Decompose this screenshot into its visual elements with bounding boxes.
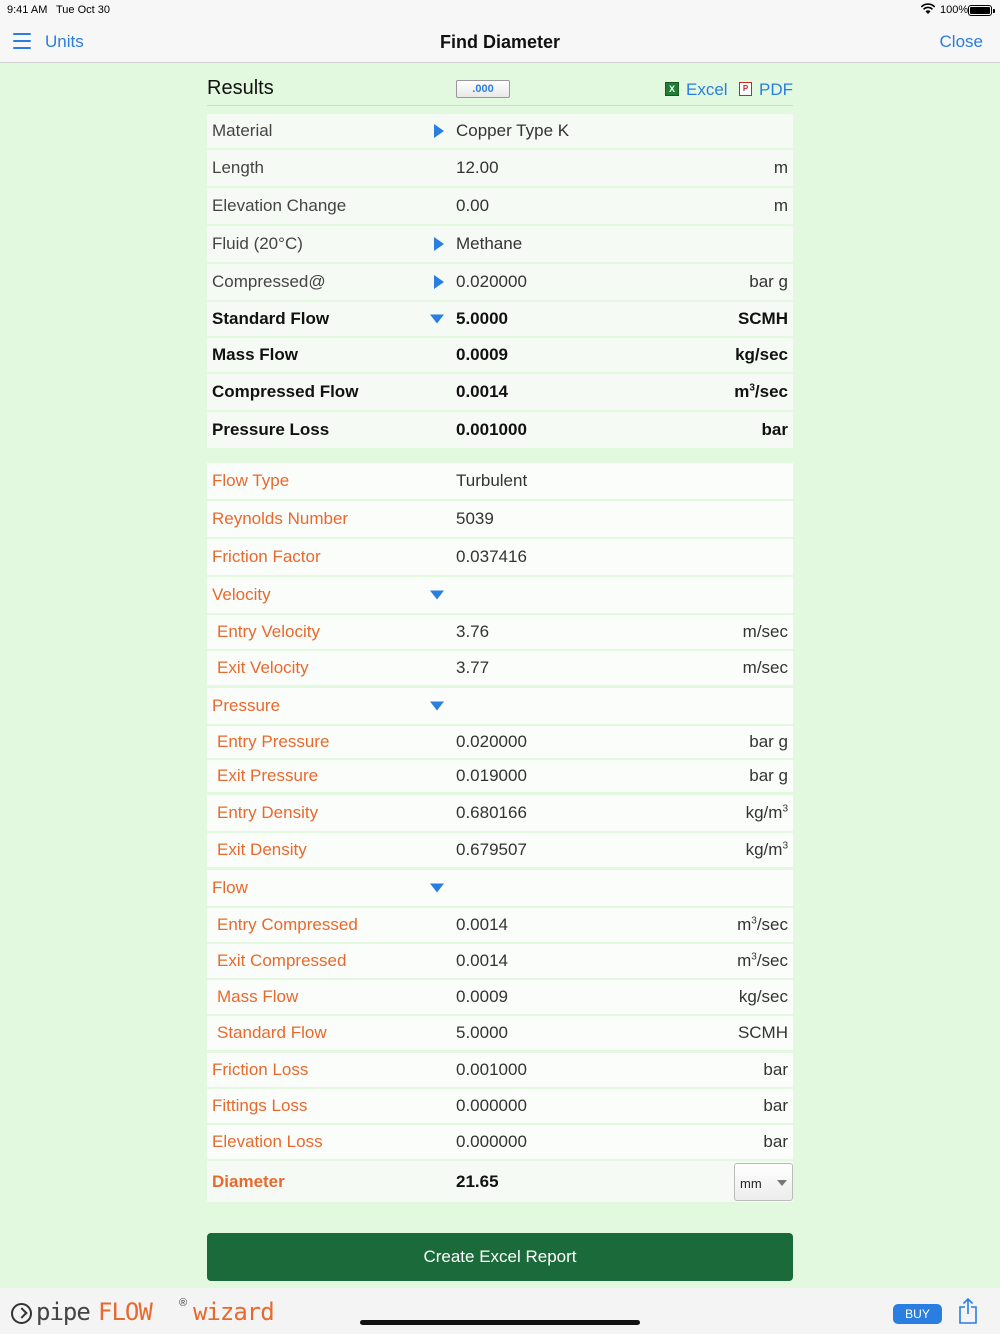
pdf-export-link[interactable]: PDF xyxy=(759,80,793,99)
entry-pressure-row xyxy=(207,726,793,760)
fittings-loss-value: 0.000000 xyxy=(456,1096,527,1115)
entry-compressed-unit xyxy=(737,915,788,935)
result-standard-flow-value: 5.0000 xyxy=(456,1023,508,1042)
disclosure-arrow-icon[interactable] xyxy=(434,237,444,251)
length-row[interactable] xyxy=(207,150,793,188)
excel-export-link[interactable]: Excel xyxy=(686,80,728,99)
friction-factor-label: Friction Factor xyxy=(212,547,321,566)
friction-loss-label: Friction Loss xyxy=(212,1060,309,1079)
status-time: 9:41 AM xyxy=(7,4,48,16)
footer-bar xyxy=(0,1288,1000,1334)
result-mass-flow-unit: kg/sec xyxy=(738,987,788,1006)
compressed-at-label: Compressed@ xyxy=(212,272,326,291)
status-date: Tue Oct 30 xyxy=(56,4,111,16)
result-standard-flow-label: Standard Flow xyxy=(217,1023,327,1042)
exit-pressure-row xyxy=(207,760,793,794)
elevation-loss-value: 0.000000 xyxy=(456,1132,527,1151)
battery-percent: 100% xyxy=(940,4,969,16)
exit-compressed-row xyxy=(207,944,793,980)
unit-suffix: /sec xyxy=(756,915,788,934)
fluid-label: Fluid (20°C) xyxy=(212,234,303,253)
diameter-label: Diameter xyxy=(212,1171,285,1191)
fluid-row[interactable] xyxy=(207,226,793,264)
share-icon[interactable] xyxy=(959,1298,977,1324)
exit-density-unit xyxy=(746,840,788,860)
results-title: Results xyxy=(207,77,274,99)
wifi-icon xyxy=(920,3,936,15)
entry-compressed-row xyxy=(207,908,793,944)
length-label: Length xyxy=(212,158,264,177)
unit-superscript: 3 xyxy=(782,840,788,852)
mass-flow-row[interactable] xyxy=(207,338,793,374)
result-mass-flow-value: 0.0009 xyxy=(456,987,508,1006)
compressed-at-unit: bar g xyxy=(749,272,788,291)
velocity-section-row[interactable] xyxy=(207,577,793,615)
flow-type-label: Flow Type xyxy=(212,471,290,490)
reynolds-number-row xyxy=(207,501,793,539)
exit-pressure-value: 0.019000 xyxy=(456,766,527,785)
logo-flow-text: FLOW xyxy=(98,1298,152,1326)
buy-button[interactable]: BUY xyxy=(893,1304,942,1324)
elevation-change-unit: m xyxy=(773,196,788,215)
result-mass-flow-label: Mass Flow xyxy=(217,987,299,1006)
mass-flow-unit: kg/sec xyxy=(735,345,788,364)
exit-density-row xyxy=(207,833,793,869)
unit-base: m xyxy=(737,951,752,970)
elevation-change-row[interactable] xyxy=(207,188,793,226)
compressed-at-value[interactable]: 0.020000 xyxy=(456,272,527,291)
excel-icon[interactable]: X xyxy=(665,82,679,96)
exit-pressure-label: Exit Pressure xyxy=(217,766,319,785)
entry-pressure-label: Entry Pressure xyxy=(217,732,330,751)
elevation-change-label: Elevation Change xyxy=(212,196,347,215)
unit-base: m xyxy=(734,382,750,401)
length-value[interactable]: 12.00 xyxy=(456,158,499,177)
flow-section-row[interactable] xyxy=(207,870,793,908)
close-button[interactable]: Close xyxy=(939,32,983,51)
entry-density-row xyxy=(207,795,793,833)
units-button[interactable]: Units xyxy=(45,32,84,51)
disclosure-arrow-icon[interactable] xyxy=(434,124,444,138)
material-value: Copper Type K xyxy=(456,121,570,140)
pressure-loss-unit: bar xyxy=(761,420,788,439)
entry-density-label: Entry Density xyxy=(217,803,319,822)
unit-superscript: 3 xyxy=(751,951,757,963)
exit-compressed-unit xyxy=(737,951,788,971)
logo-wizard-text: wizard xyxy=(193,1298,274,1326)
compressed-at-row[interactable] xyxy=(207,264,793,302)
result-standard-flow-unit: SCMH xyxy=(737,1023,788,1042)
mass-flow-value[interactable]: 0.0009 xyxy=(456,345,508,364)
pdf-icon[interactable]: P xyxy=(739,82,752,96)
diameter-unit-value: mm xyxy=(740,1176,762,1191)
unit-base: m xyxy=(737,915,752,934)
expand-arrow-icon[interactable] xyxy=(430,884,444,893)
standard-flow-value[interactable]: 5.0000 xyxy=(456,309,508,328)
elevation-loss-unit: bar xyxy=(763,1132,788,1151)
exit-compressed-label: Exit Compressed xyxy=(217,951,347,970)
compressed-flow-value[interactable]: 0.0014 xyxy=(456,382,508,401)
logo-circle-icon xyxy=(11,1303,32,1324)
diameter-value: 21.65 xyxy=(456,1171,499,1191)
pressure-section-label: Pressure xyxy=(212,696,281,715)
compressed-flow-row[interactable] xyxy=(207,374,793,412)
standard-flow-unit: SCMH xyxy=(737,309,788,328)
exit-velocity-value: 3.77 xyxy=(456,658,490,677)
decimals-button[interactable]: .000 xyxy=(456,80,510,98)
flow-type-row xyxy=(207,463,793,501)
entry-velocity-row xyxy=(207,615,793,651)
length-unit: m xyxy=(773,158,788,177)
home-indicator[interactable] xyxy=(360,1320,640,1325)
navigation-bar xyxy=(0,20,1000,63)
elevation-loss-row xyxy=(207,1125,793,1161)
expand-arrow-icon[interactable] xyxy=(430,315,444,324)
entry-velocity-value: 3.76 xyxy=(456,622,490,641)
battery-icon xyxy=(968,5,992,16)
exit-pressure-unit: bar g xyxy=(749,766,788,785)
elevation-change-value[interactable]: 0.00 xyxy=(456,196,490,215)
exit-compressed-value: 0.0014 xyxy=(456,951,508,970)
unit-superscript: 3 xyxy=(749,382,755,394)
result-standard-flow-row xyxy=(207,1016,793,1052)
compressed-flow-unit xyxy=(734,382,788,402)
entry-density-value: 0.680166 xyxy=(456,803,527,822)
velocity-section-label: Velocity xyxy=(212,585,271,604)
exit-velocity-unit: m/sec xyxy=(742,658,788,677)
friction-factor-row xyxy=(207,539,793,577)
entry-pressure-unit: bar g xyxy=(749,732,788,751)
unit-suffix: /sec xyxy=(754,382,788,401)
entry-pressure-value: 0.020000 xyxy=(456,732,527,751)
reynolds-number-value: 5039 xyxy=(456,509,494,528)
menu-icon[interactable] xyxy=(13,33,31,49)
unit-suffix: /sec xyxy=(756,951,788,970)
diameter-unit-select[interactable] xyxy=(734,1163,793,1201)
elevation-loss-label: Elevation Loss xyxy=(212,1132,323,1151)
logo-pipe-text: pipe xyxy=(36,1298,90,1326)
unit-superscript: 3 xyxy=(751,915,757,927)
result-mass-flow-row xyxy=(207,980,793,1016)
unit-superscript: 3 xyxy=(782,803,788,815)
create-excel-report-button[interactable]: Create Excel Report xyxy=(207,1233,793,1281)
diameter-row xyxy=(207,1161,793,1204)
flow-type-value: Turbulent xyxy=(456,471,528,490)
page-title: Find Diameter xyxy=(439,32,561,52)
pressure-section-row[interactable] xyxy=(207,688,793,726)
fittings-loss-row xyxy=(207,1089,793,1125)
fittings-loss-unit: bar xyxy=(763,1096,788,1115)
entry-compressed-value: 0.0014 xyxy=(456,915,508,934)
entry-density-unit xyxy=(746,803,788,823)
friction-loss-value: 0.001000 xyxy=(456,1060,527,1079)
friction-loss-unit: bar xyxy=(763,1060,788,1079)
exit-density-label: Exit Density xyxy=(217,840,307,859)
friction-loss-row xyxy=(207,1053,793,1089)
entry-velocity-unit: m/sec xyxy=(742,622,788,641)
material-label: Material xyxy=(212,121,273,140)
pressure-loss-value[interactable]: 0.001000 xyxy=(456,420,527,439)
fluid-value: Methane xyxy=(456,234,523,253)
material-row[interactable] xyxy=(207,114,793,150)
reynolds-number-label: Reynolds Number xyxy=(212,509,349,528)
disclosure-arrow-icon[interactable] xyxy=(434,275,444,289)
fittings-loss-label: Fittings Loss xyxy=(212,1096,308,1115)
exit-density-value: 0.679507 xyxy=(456,840,527,859)
exit-velocity-row xyxy=(207,651,793,687)
chevron-down-icon xyxy=(777,1180,787,1186)
entry-velocity-label: Entry Velocity xyxy=(217,622,320,641)
pressure-loss-row[interactable] xyxy=(207,412,793,450)
pressure-loss-label: Pressure Loss xyxy=(212,420,330,439)
unit-base: kg/m xyxy=(745,803,783,822)
expand-arrow-icon[interactable] xyxy=(430,591,444,600)
results-header xyxy=(207,74,793,106)
expand-arrow-icon[interactable] xyxy=(430,702,444,711)
friction-factor-value: 0.037416 xyxy=(456,547,527,566)
flow-section-label: Flow xyxy=(212,878,248,897)
standard-flow-label: Standard Flow xyxy=(212,309,330,328)
compressed-flow-label: Compressed Flow xyxy=(212,382,359,401)
standard-flow-row[interactable] xyxy=(207,302,793,338)
unit-base: kg/m xyxy=(745,840,783,859)
exit-velocity-label: Exit Velocity xyxy=(217,658,309,677)
entry-compressed-label: Entry Compressed xyxy=(217,915,358,934)
mass-flow-label: Mass Flow xyxy=(212,345,298,364)
logo-registered-mark: ® xyxy=(179,1297,188,1309)
status-bar xyxy=(0,0,1000,20)
